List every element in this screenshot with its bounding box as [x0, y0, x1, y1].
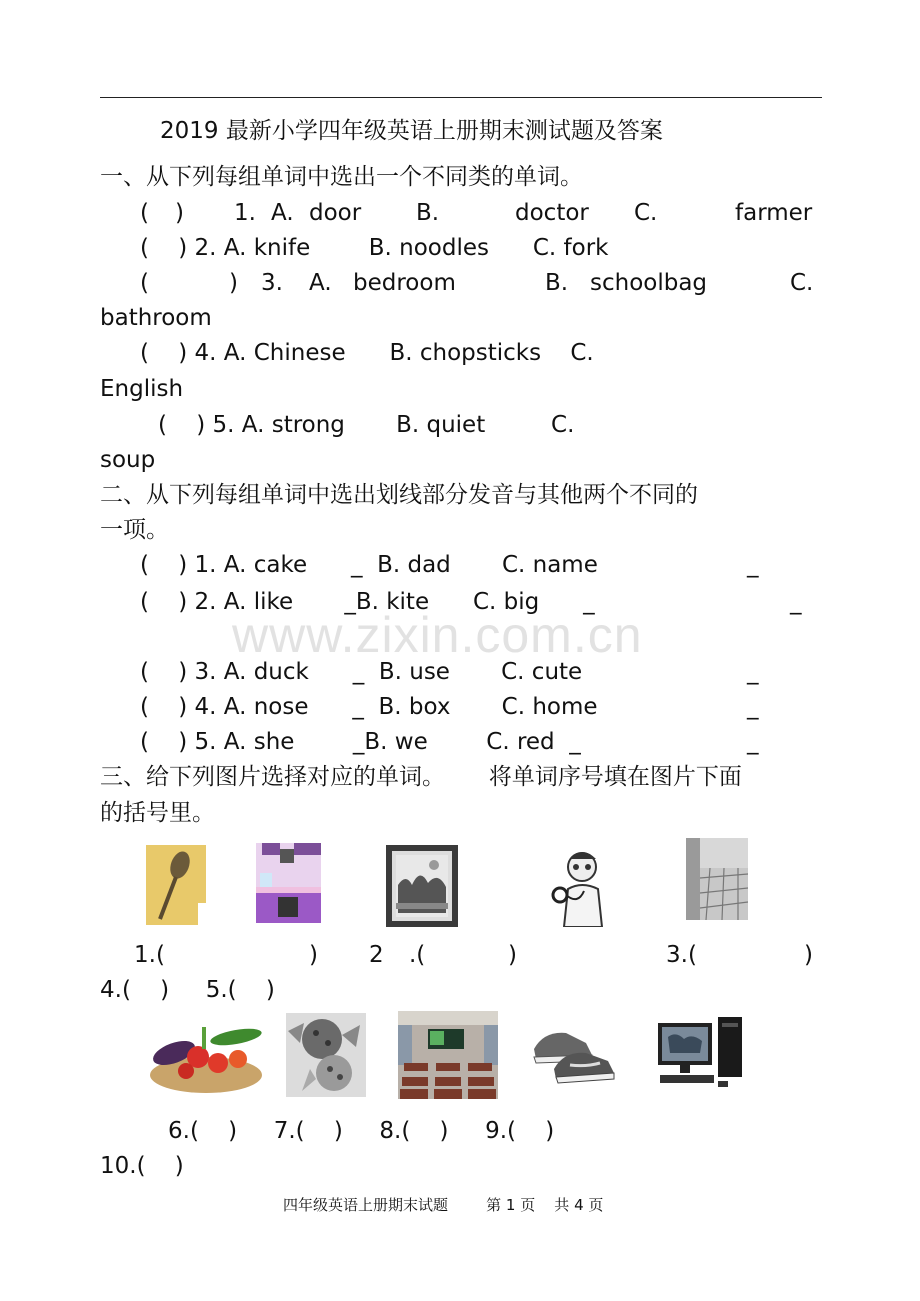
s2-answer-blank-2: _	[790, 589, 802, 615]
s1-question-5: ( ) 5. A. strong B. quiet C.	[158, 412, 575, 438]
answer-slots-6-9: 6.( ) 7.( ) 8.( ) 9.( )	[168, 1118, 555, 1144]
s2-answer-blank-3: _	[747, 659, 759, 685]
s1-question-4-wrap: English	[100, 376, 184, 402]
s2-question-2: ( ) 2. A. like _B. kite C. big _	[140, 589, 595, 615]
sneakers-picture	[530, 1015, 618, 1085]
s1-question-5-wrap: soup	[100, 447, 156, 473]
kitchen-picture	[256, 843, 321, 923]
s2-answer-blank-4: _	[747, 694, 759, 720]
s1-question-4: ( ) 4. A. Chinese B. chopsticks C.	[140, 340, 594, 366]
section3-heading-wrap: 的括号里。	[100, 800, 215, 826]
doctor-picture	[548, 845, 610, 927]
page-title: 2019 最新小学四年级英语上册期末测试题及答案	[160, 118, 663, 144]
section2-heading-wrap: 一项。	[100, 517, 169, 543]
vegetables-picture	[146, 1013, 268, 1097]
s2-answer-blank-5: _	[747, 729, 759, 755]
s2-question-5: ( ) 5. A. she _B. we C. red _	[140, 729, 581, 755]
candy-picture	[286, 1013, 366, 1097]
s2-question-4: ( ) 4. A. nose _ B. box C. home	[140, 694, 598, 720]
classroom-picture	[398, 1011, 498, 1099]
spoon-picture	[146, 845, 206, 925]
s2-question-1: ( ) 1. A. cake _ B. dad C. name	[140, 552, 598, 578]
section3-heading: 三、给下列图片选择对应的单词。 将单词序号填在图片下面	[100, 764, 742, 790]
answer-slot-1: 1.(	[134, 942, 165, 968]
page-footer: 四年级英语上册期末试题 第 1 页 共 4 页	[283, 1196, 604, 1214]
floor-tiles-picture	[686, 838, 748, 920]
section2-heading: 二、从下列每组单词中选出划线部分发音与其他两个不同的	[100, 482, 698, 508]
answer-slot-10: 10.( )	[100, 1153, 184, 1179]
s2-question-3: ( ) 3. A. duck _ B. use C. cute	[140, 659, 583, 685]
s2-answer-blank-1: _	[747, 552, 759, 578]
answer-slot-3: 3.(	[666, 942, 697, 968]
painting-picture	[386, 845, 458, 927]
section1-heading: 一、从下列每组单词中选出一个不同类的单词。	[100, 164, 583, 190]
answer-slots-4-5: 4.( ) 5.( )	[100, 977, 275, 1003]
computer-picture	[656, 1013, 748, 1095]
watermark: www.zixin.com.cn	[232, 607, 643, 663]
s1-question-3-wrap: bathroom	[100, 305, 212, 331]
answer-slot-2: 2	[369, 942, 384, 968]
header-rule	[100, 97, 822, 98]
s1-question-2: ( ) 2. A. knife B. noodles C. fork	[140, 235, 609, 261]
